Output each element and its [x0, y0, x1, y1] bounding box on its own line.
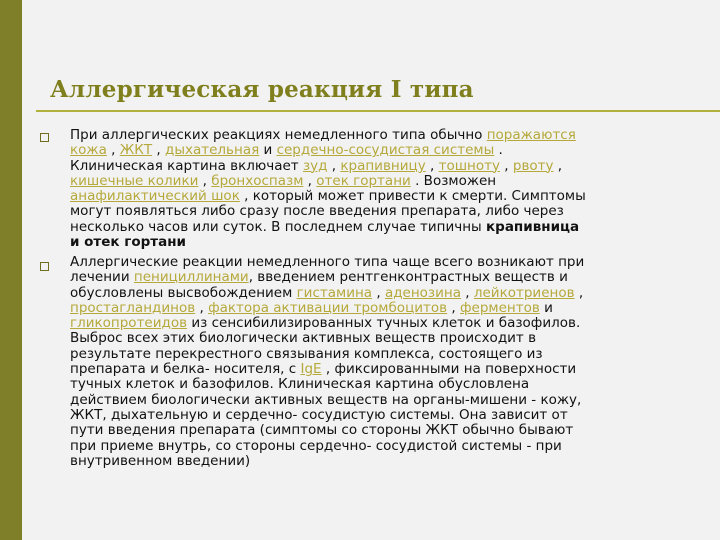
text: .: [494, 142, 503, 159]
text: При аллергических реакциях немедленного типа обычно: [70, 127, 487, 143]
p2-line-13: при приеме внутрь, со стороны сердечно- сосудистой системы - при: [70, 437, 562, 454]
text: Клиническая картина включает: [70, 157, 303, 174]
link-kishechnye-koliki[interactable]: кишечные колики: [70, 172, 199, 189]
text: ,: [327, 157, 341, 174]
link-adenozina[interactable]: аденозина: [384, 284, 461, 301]
slide-title: Аллергическая реакция I типа: [50, 76, 474, 103]
text: . Возможен: [410, 172, 497, 189]
text: ,: [553, 157, 563, 174]
text: несколько часов или суток. В последнем случае типичны: [70, 218, 486, 235]
p2-line-4: [70, 301, 670, 316]
link-ige[interactable]: IgE: [300, 361, 322, 378]
link-kozha[interactable]: кожа: [70, 142, 107, 159]
link-anafilakticheskiy-shok[interactable]: анафилактический шок: [70, 188, 240, 205]
p2-line-14: внутривенном введении): [70, 452, 251, 469]
left-accent-bar: [0, 0, 22, 540]
text: ,: [195, 299, 209, 316]
text: ,: [372, 284, 385, 301]
link-serdechno-sosudistaya[interactable]: сердечно-сосудистая системы: [276, 142, 495, 159]
text: ,: [447, 299, 460, 316]
text: ,: [425, 157, 439, 174]
link-penitsillinami[interactable]: пенициллинами: [133, 269, 249, 286]
p1-line-5: [70, 189, 670, 204]
p2-line-2: [70, 270, 670, 285]
link-toshnota[interactable]: тошноту: [438, 157, 500, 174]
p1-line-1: [70, 128, 670, 143]
text: ,: [106, 142, 120, 159]
p2-line-8: [70, 362, 670, 377]
link-rvota[interactable]: рвоту: [512, 157, 554, 174]
text: ,: [198, 172, 212, 189]
link-fermentov[interactable]: ферментов: [460, 299, 540, 316]
p2-line-1: Аллергические реакции немедленного типа чаще всего возникают при: [70, 254, 585, 270]
p2-line-5: [70, 316, 670, 331]
p2-line-10: действием биологически активных веществ на органы-мишени - кожу,: [70, 391, 582, 408]
text: лечении: [70, 269, 134, 286]
text: ,: [303, 172, 317, 189]
text: ,: [500, 157, 513, 174]
link-otek-gortani[interactable]: отек гортани: [316, 172, 411, 189]
text: препарата и белка- носителя, с: [70, 361, 301, 378]
p2-line-12: пути введения препарата (симптомы со стороны ЖКТ обычно бывают: [70, 422, 574, 439]
link-gistamina[interactable]: гистамина: [296, 284, 373, 301]
p2-line-11: ЖКТ, дыхательную и сердечно- сосудистую системы. Она зависит от: [70, 406, 568, 423]
text: и: [539, 299, 553, 316]
title-underline: [36, 110, 720, 112]
p2-line-7: результате перекрестного связывания комплекса, состоящего из: [70, 345, 543, 362]
text: , введением рентгенконтрастных веществ и: [248, 269, 568, 286]
link-glikoproteidov[interactable]: гликопротеидов: [70, 315, 188, 332]
link-dykhatelnaya[interactable]: дыхательная: [164, 142, 260, 159]
p1-line-2: [70, 143, 670, 158]
link-prostaglandinov[interactable]: простагландинов: [70, 299, 196, 316]
p1-line-8: и отек гортани: [70, 234, 186, 251]
link-bronkhospazm[interactable]: бронхоспазм: [211, 172, 304, 189]
paragraph-2: [70, 255, 670, 469]
bold-text: крапивница: [486, 218, 580, 235]
link-krapivnitsa[interactable]: крапивницу: [340, 157, 426, 174]
text: из сенсибилизированных тучных клеток и базофилов.: [187, 315, 581, 332]
link-leykotrienov[interactable]: лейкотриенов: [473, 284, 575, 301]
p1-line-7: [70, 220, 670, 235]
p1-line-6: могут появляться либо сразу после введения препарата, либо через: [70, 203, 564, 220]
text: обусловлены высвобождением: [70, 284, 297, 301]
text: ,: [461, 284, 474, 301]
link-porazhayutsya[interactable]: поражаются: [486, 127, 576, 143]
p2-line-3: [70, 286, 670, 301]
link-zud[interactable]: зуд: [302, 157, 328, 174]
text: ,: [152, 142, 165, 159]
p1-line-3: [70, 159, 670, 174]
bullet-square-icon: [40, 262, 49, 271]
text: , который может привести к смерти. Симптомы: [239, 188, 586, 205]
link-zhkt[interactable]: ЖКТ: [119, 142, 153, 159]
p2-line-9: тучных клеток и базофилов. Клиническая картина обусловлена: [70, 376, 530, 393]
text: , фиксированными на поверхности: [321, 361, 577, 378]
paragraph-1: [70, 128, 670, 250]
text: и: [259, 142, 277, 159]
bullet-square-icon: [40, 133, 49, 142]
p1-line-4: [70, 174, 670, 189]
text: ,: [574, 284, 584, 301]
p2-line-6: Выброс всех этих биологически активных веществ происходит в: [70, 330, 537, 347]
link-faktora-aktivatsii[interactable]: фактора активации тромбоцитов: [208, 299, 448, 316]
